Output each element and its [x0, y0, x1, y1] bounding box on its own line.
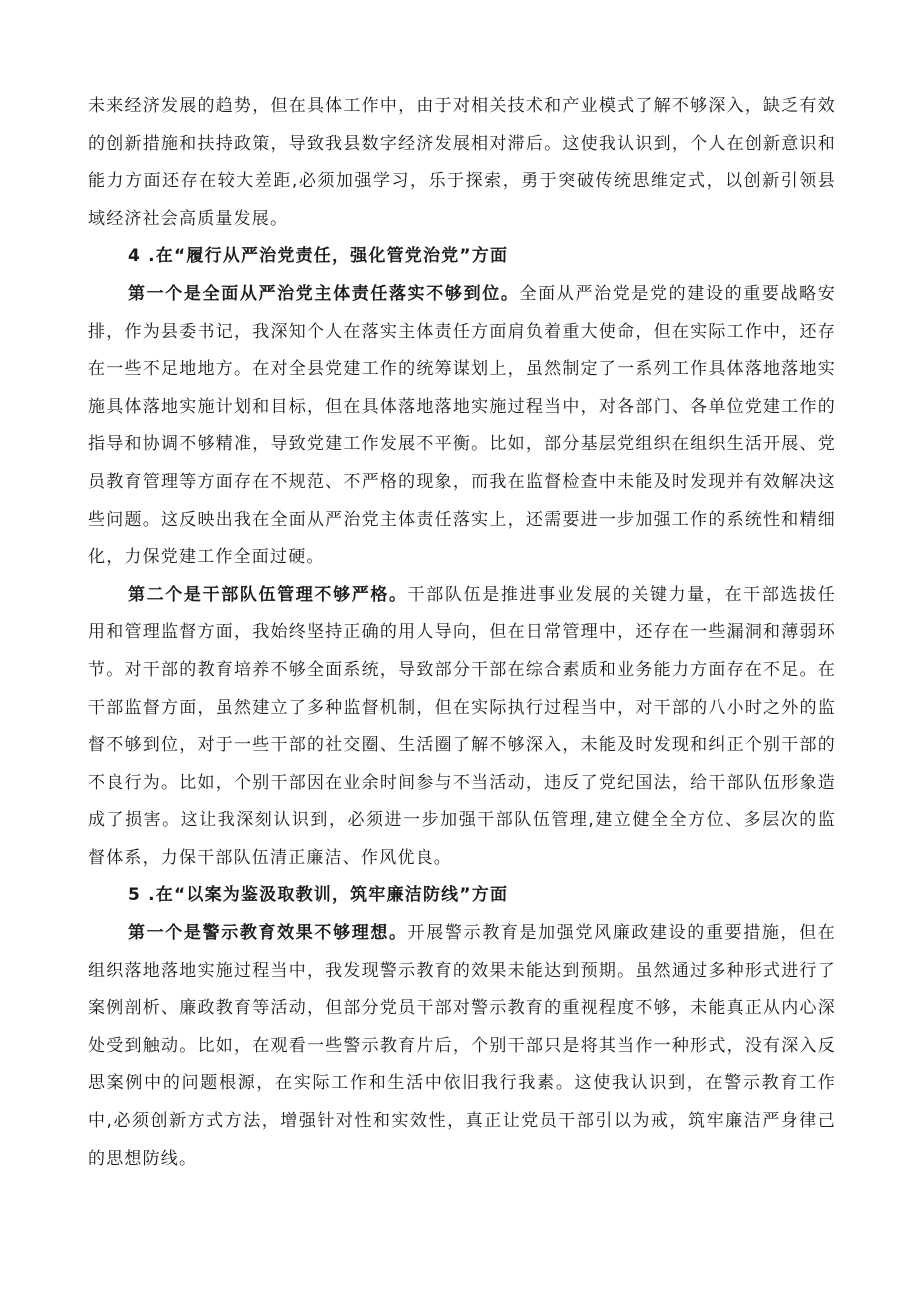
paragraph-intro	[88, 88, 836, 238]
paragraph-lead: 第一个是警示教育效果不够理想。	[128, 923, 408, 944]
paragraph-lead: 第一个是全面从严治党主体责任落实不够到位。	[128, 283, 520, 304]
paragraph-text: 干部队伍是推进事业发展的关键力量，在干部选拔任用和管理监督方面，我始终坚持正确的用人导向，但在日常管理中，还存在一些漏洞和薄弱环节。对干部的教育培养不够全面系统，导致部分干部在综合素质和业务能力方面存在不足。在干部监督方面，虽然建立了多种监督机制，但在实际执行过程当中，对干部的八小时之外的监督不够到位，对于一些干部的社交圈、生活圈了解不够深入，未能及时发现和纠正个别干部的不良行为。比如，个别干部因在业余时间参与不当活动，违反了党纪国法，给干部队伍形象造成了损害。这让我深刻认识到，必须进一步加强干部队伍管理,建立健全全方位、多层次的监督体系，力保干部队伍清正廉洁、作风优良。	[88, 584, 837, 868]
paragraph-party-responsibility	[88, 276, 836, 577]
section-heading-5: 5 .在“以案为鉴汲取教训，筑牢廉洁防线”方面	[128, 885, 509, 906]
paragraph-text: 未来经济发展的趋势，但在具体工作中，由于对相关技术和产业模式了解不够深入，缺乏有效的创新措施和扶持政策，导致我县数字经济发展相对滞后。这使我认识到，个人在创新意识和能力方面还存在较大差距,必须加强学习，乐于探索，勇于突破传统思维定式，以创新引领县域经济社会高质量发展。	[88, 96, 836, 229]
paragraph-text: 开展警示教育是加强党风廉政建设的重要措施，但在组织落地落地实施过程当中，我发现警示教育的效果未能达到预期。虽然通过多种形式进行了案例剖析、廉政教育等活动，但部分党员干部对警示教育的重视程度不够，未能真正从内心深处受到触动。比如，在观看一些警示教育片后，个别干部只是将其当作一种形式，没有深入反思案例中的问题根源，在实际工作和生活中依旧我行我素。这使我认识到，在警示教育工作中,必须创新方式方法，增强针对性和实效性，真正让党员干部引以为戒，筑牢廉洁严身律己的思想防线。	[88, 923, 837, 1169]
paragraph-lead: 第二个是干部队伍管理不够严格。	[128, 584, 408, 605]
section-heading-4: 4 .在“履行从严治党责任，强化管党治党”方面	[128, 246, 509, 267]
paragraph-cadre-management	[88, 577, 836, 878]
paragraph-text: 全面从严治党是党的建设的重要战略安排，作为县委书记，我深知个人在落实主体责任方面肩负着重大使命，但在实际工作中，还存在一些不足地地方。在对全县党建工作的统筹谋划上，虽然制定了一系列工作具体落地落地实施具体落地实施计划和目标，但在具体落地落地实施过程当中，对各部门、各单位党建工作的指导和协调不够精准，导致党建工作发展不平衡。比如，部分基层党组织在组织生活开展、党员教育管理等方面存在不规范、不严格的现象，而我在监督检查中未能及时发现并有效解决这些问题。这反映出我在全面从严治党主体责任落实上，还需要进一步加强工作的系统性和精细化，力保党建工作全面过硬。	[88, 283, 837, 568]
paragraph-warning-education	[88, 915, 836, 1178]
document-page	[88, 88, 836, 1178]
